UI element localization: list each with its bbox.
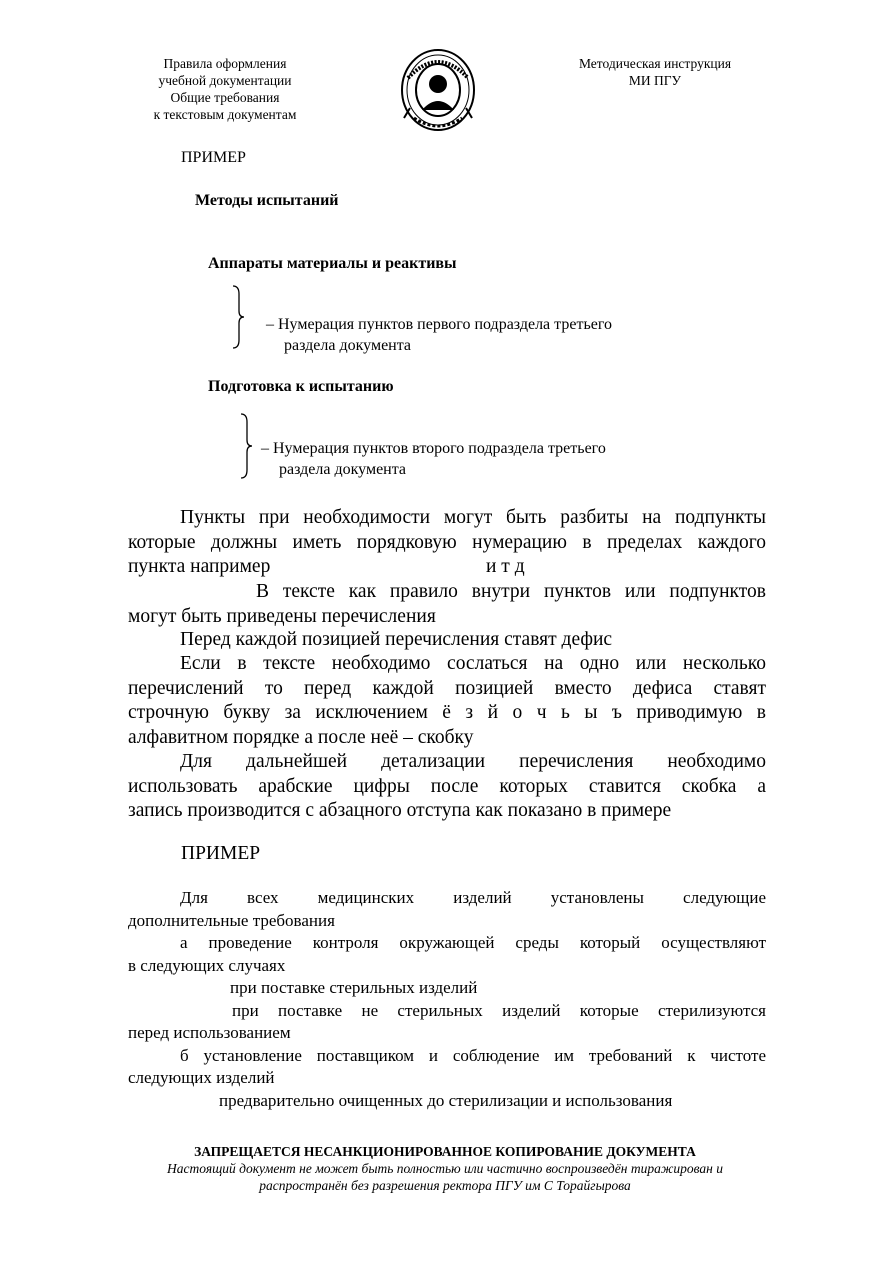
header-left-block (130, 55, 320, 123)
note-line: раздела документа (284, 337, 412, 354)
header-left-line: Общие требования (170, 90, 280, 105)
header-right-line: Методическая инструкция (578, 56, 732, 71)
header-left-line: к текстовым документам (153, 107, 297, 122)
header-right-block (555, 55, 755, 89)
university-seal-icon (400, 48, 476, 132)
body-paragraph: Если в тексте необходимо сослаться на одно или несколько перечислений то перед каждой позицией вместо дефиса ставят строчную букву за исключением ё з й о ч ь ы ъ приводимую в алфавитном порядке а после неё – скобку (128, 653, 766, 748)
body-paragraph: Пункты при необходимости могут быть разбиты на подпункты которые должны иметь порядковую нумерацию в пределах каждого пункта например и т д (128, 507, 766, 577)
body-paragraph: Для дальнейшей детализации перечисления необходимо использовать арабские цифры после которых ставится скобка а запись производится с абзацного отступа как показано в примере (128, 751, 766, 821)
copy-note: Настоящий документ не может быть полностью или частично воспроизведён тиражирован и (167, 1161, 723, 1176)
heading-preparation: Подготовка к испытанию (208, 378, 394, 395)
copy-note: распространён без разрешения ректора ПГУ им С Торайгырова (259, 1178, 631, 1193)
note-line: – Нумерация пунктов первого подраздела третьего (266, 316, 612, 333)
footer (100, 1143, 790, 1194)
copy-warning: ЗАПРЕЩАЕТСЯ НЕСАНКЦИОНИРОВАННОЕ КОПИРОВАНИЕ ДОКУМЕНТА (194, 1144, 696, 1159)
note-line: раздела документа (279, 461, 407, 478)
brace-icon (230, 284, 246, 355)
brace-icon (238, 412, 254, 485)
example-block: Для всех медицинских изделий установлены следующие дополнительные требования а проведение контроля окружающей среды который осуществляют в следующих случаях при поставке стерильных изделий при поставке не стерильных изделий которые стерилизуются перед использованием б установление поставщиком и соблюдение им требований к чистоте следующих изделий предварительно очищенных до стерилизации и использования (128, 888, 766, 1110)
body-paragraph: Перед каждой позицией перечисления ставят дефис (180, 629, 613, 650)
header-left-line: учебной документации (158, 73, 292, 88)
example-label: ПРИМЕР (181, 843, 261, 864)
heading-apparatus: Аппараты материалы и реактивы (208, 255, 457, 272)
note-line: – Нумерация пунктов второго подраздела третьего (261, 440, 606, 457)
body-paragraph: В тексте как правило внутри пунктов или подпунктов могут быть приведены перечисления (128, 581, 766, 627)
example-label: ПРИМЕР (181, 149, 246, 166)
header-right-line: МИ ПГУ (628, 73, 682, 88)
heading-methods: Методы испытаний (195, 192, 339, 209)
header-left-line: Правила оформления (163, 56, 287, 71)
